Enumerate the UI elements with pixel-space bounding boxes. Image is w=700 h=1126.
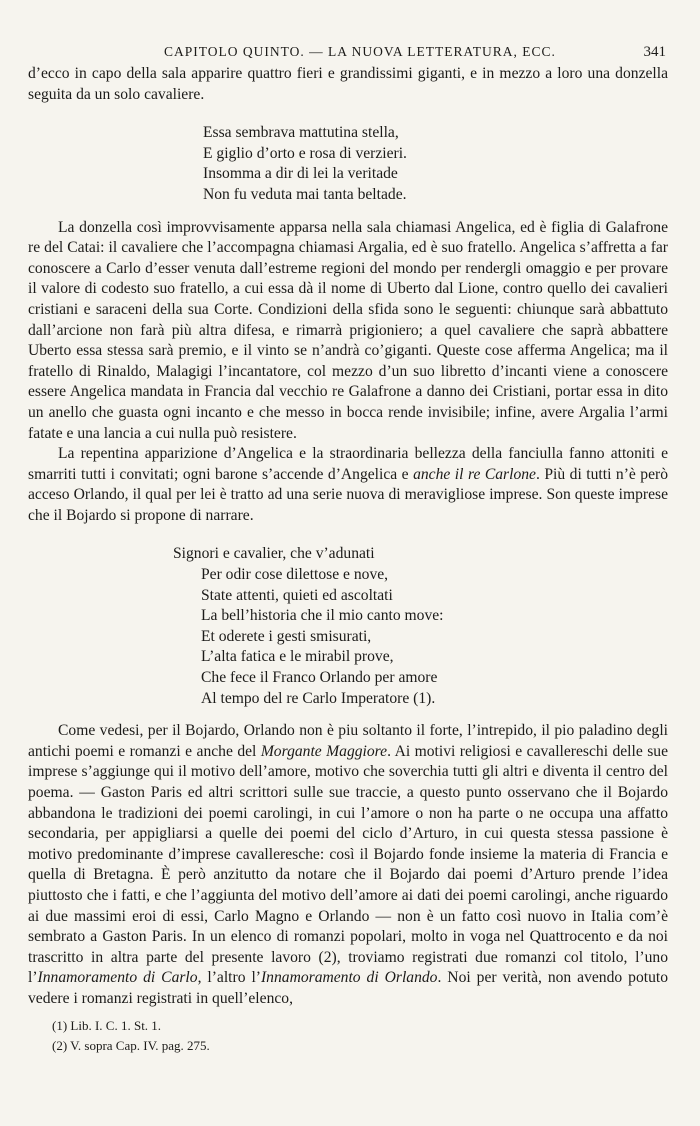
verse-line: L’alta fatica e le mirabil prove, [201,648,394,666]
verse-quote-proem [173,544,668,709]
paragraph-continued: d’ecco in capo della sala apparire quattro fieri e grandissimi giganti, e in mezzo a loro una donzella seguita da un solo cavaliere. [28,65,668,103]
italic-run: Innamoramento di Carlo [37,969,198,987]
text-run: , l’altro l’ [197,969,261,987]
verse-line: Et oderete i gesti smisurati, [201,627,372,645]
footnotes [52,1016,210,1056]
verse-line: Che fece il Franco Orlando per amore [201,669,438,687]
verse-quote-angelica [203,123,668,205]
page-number: 341 [643,44,666,60]
text-run: La repentina apparizione d’Angelica e la straordinaria bellezza della fanciulla fanno attoniti e smarriti tutti i convitati; ogni barone s’accende d’Angelica e [28,445,668,483]
verse-line: Al tempo del re Carlo Imperatore (1). [201,689,436,707]
verse-line: La bell’historia che il mio canto move: [201,607,444,625]
text-run: . Più di tutti n’è però acceso Orlando, il qual per lei è tratto ad una serie nuova di meravigliose imprese. Son queste imprese che il Bojardo si propone di narrare. [28,465,669,524]
page-body [28,64,668,1010]
footnote-1: (1) Lib. I. C. 1. St. 1. [52,1018,162,1033]
verse-line: Non fu veduta mai tanta beltade. [203,185,407,203]
verse-line: Essa sembrava mattutina stella, [203,124,399,142]
text-run: . Ai motivi religiosi e cavallereschi delle sue imprese s’aggiunge qui il motivo dell’amore, motivo che soverchia tutti gli altri e diventa il centro del poema. — Gaston Paris ed altri scrittori sulle sue traccie, a questo punto osservano che il Bojardo abbandona le tradizioni dei poemi carolingi, in cui l’amore o non ha parte o ne occupa una affatto secondaria, per appigliarsi a quelle dei poemi del ciclo d’Arturo, in cui questa stessa passione è motivo predominante d’imprese cavalleresche: così il Bojardo fonde insieme la materia di Francia e quella di Bretagna. È però anzitutto da notare che il Bojardo dai poemi d’Arturo prende l’idea piuttosto che i fatti, e che l’aggiunta del motivo dell’amore ai dati dei poemi carolingi, anche riguardo ai due massimi eroi di essi, Carlo Magno e Orlando — non è un fatto così nuovo in Italia com’è sembrato a Gaston Paris. In un elenco di romanzi popolari, molto in voga nel Quattrocento e da noi trascritto in altra parte del presente lavoro (2), troviamo registrati due romanzi col titolo, l’uno l’ [28,742,668,987]
verse-line: Insomma a dir di lei la veritade [203,165,398,183]
italic-run: anche il re Carlone [413,465,536,483]
paragraph-apparizione [28,444,668,526]
verse-line: Signori e cavalier, che v’adunati [173,545,375,563]
verse-line: State attenti, quieti ed ascoltati [201,586,393,604]
text-run: Come vedesi, per il Bojardo, Orlando non è piu soltanto il forte, l’intrepido, il pio paladino degli antichi poemi e romanzi e anche del [28,722,668,760]
paragraph-angelica: La donzella così improvvisamente apparsa nella sala chiamasi Angelica, ed è figlia di Galafrone re del Catai: il cavaliere che l’accompagna chiamasi Argalia, ed è suo fratello. Angelica s’affretta a far conoscere a Carlo d’esser venuta dall’estreme regioni del mondo per rendergli omaggio e per provare il valore di codesto suo fratello, a cui essa dà il nome di Uberto dal Lione, contro quello dei cavalieri cristiani e saraceni della sua Corte. Condizioni della sfida sono le seguenti: chiunque sarà abbattuto dall’arcione non farà più altra difesa, e rimarrà prigioniero; a quel cavaliere che saprà abbattere Uberto essa stessa sarà premio, e il vinto se n’andrà co’giganti. Queste cose afferma Angelica; ma il fratello di Rinaldo, Malagigi l’incantatore, col mezzo d’un suo libretto d’incanti viene a conoscere essere Angelica mandata in Francia dal vecchio re Galafrone a danno dei Cristiani, portar essa in dito un anello che guasta ogni incanto e che messo in bocca rende invisibile; infine, avere Argalia l’armi fatate e una lancia a cui nulla può resistere. [28,218,668,442]
running-title: CAPITOLO QUINTO. — LA NUOVA LETTERATURA, ECC. [164,44,556,59]
italic-run: Innamoramento di Orlando [260,969,438,987]
verse-line: Per odir cose dilettose e nove, [201,566,389,584]
verse-line: E giglio d’orto e rosa di verzieri. [203,144,407,162]
paragraph-commentary [28,721,668,1009]
footnote-2: (2) V. sopra Cap. IV. pag. 275. [52,1038,210,1053]
text-run: . Noi per verità, non avendo potuto vedere i romanzi registrati in quell’elenco, [28,969,668,1007]
italic-run: Morgante Maggiore [260,742,388,760]
